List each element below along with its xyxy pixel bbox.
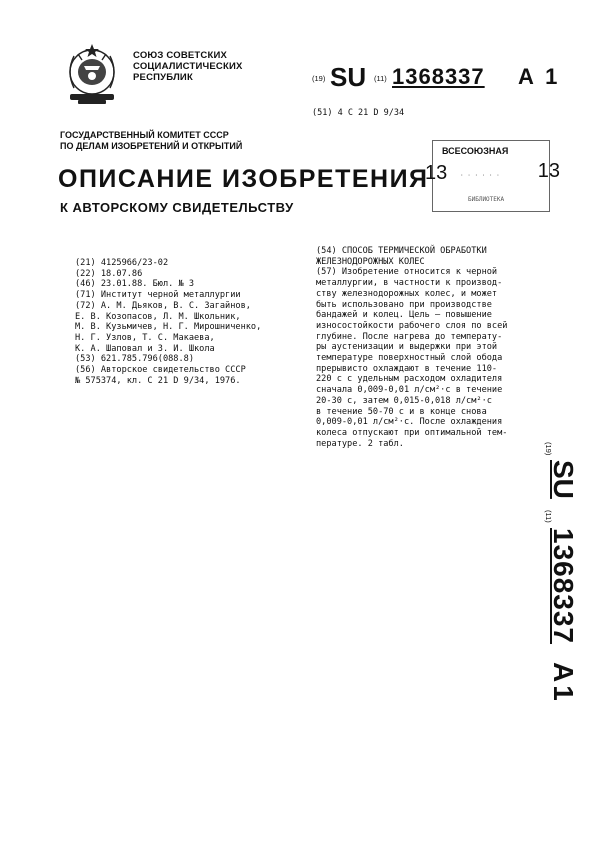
abstract-line: 0,009-0,01 л/см²·с. После охлаждения xyxy=(316,417,503,428)
abstract-title-line: (54) СПОСОБ ТЕРМИЧЕСКОЙ ОБРАБОТКИ xyxy=(316,246,487,256)
abstract-line: бандажей и колец. Цель – повышение xyxy=(316,310,492,321)
side-patent-number xyxy=(527,442,587,702)
side-number: 1368337 xyxy=(548,528,579,645)
union-line-3: РЕСПУБЛИК xyxy=(133,72,193,83)
abstract-line: (57) Изобретение относится к черной xyxy=(316,267,498,278)
biblio-line: К. А. Шаповал и З. И. Школа xyxy=(75,343,215,354)
biblio-line: Е. В. Козопасов, Л. М. Школьник, xyxy=(75,311,241,322)
committee-line-1: ГОСУДАРСТВЕННЫЙ КОМИТЕТ СССР xyxy=(60,130,229,140)
kind-code: A 1 xyxy=(518,64,561,89)
biblio-line: (71) Институт черной металлургии xyxy=(75,290,241,301)
biblio-line: (72) А. М. Дьяков, В. С. Загайнов, xyxy=(75,300,251,311)
abstract-line: температуре поверхностный слой обода xyxy=(316,353,503,364)
abstract-line: 20-30 с, затем 0,015-0,018 л/см²·с xyxy=(316,395,492,406)
side-country-code: SU xyxy=(548,460,579,499)
abstract-line: износостойкости рабочего слоя по всей xyxy=(316,320,508,331)
ipc-classification: (51) 4 С 21 D 9/34 xyxy=(312,108,405,118)
bibliographic-data xyxy=(75,258,315,386)
document-title: ОПИСАНИЕ ИЗОБРЕТЕНИЯ xyxy=(58,165,429,193)
abstract xyxy=(316,246,551,449)
union-line-1: СОЮЗ СОВЕТСКИХ xyxy=(133,50,228,61)
side-code-11: (11) xyxy=(544,510,553,523)
abstract-line: в течение 50-70 с и в конце снова xyxy=(316,406,487,417)
abstract-line: ству железнодорожных колес, и может xyxy=(316,288,498,299)
ussr-coat-of-arms-icon xyxy=(60,42,124,106)
biblio-line: М. В. Кузьмичев, Н. Г. Мирошниченко, xyxy=(75,322,262,333)
country-code: SU xyxy=(330,62,367,92)
patent-number-header xyxy=(312,60,562,94)
side-kind-code: A1 xyxy=(548,662,579,704)
abstract-line: 220 с с удельным расходом охладителя xyxy=(316,374,503,385)
committee-line-2: ПО ДЕЛАМ ИЗОБРЕТЕНИЙ И ОТКРЫТИЙ xyxy=(60,141,243,151)
biblio-line: № 575374, кл. С 21 D 9/34, 1976. xyxy=(75,375,241,386)
abstract-title-line: ЖЕЛЕЗНОДОРОЖНЫХ КОЛЕС xyxy=(316,256,425,267)
stamp-right-number: 13 xyxy=(537,160,560,182)
stamp-left-number: 13 xyxy=(425,162,448,184)
abstract-line: металлургии, в частности к производ- xyxy=(316,278,503,289)
abstract-line: быть использовано при производстве xyxy=(316,299,492,310)
document-subtitle: К АВТОРСКОМУ СВИДЕТЕЛЬСТВУ xyxy=(60,200,294,215)
code-19-label: (19) xyxy=(312,74,326,83)
side-code-19: (19) xyxy=(544,442,553,456)
abstract-line: колеса отпускают при оптимальной тем- xyxy=(316,427,508,438)
library-stamp xyxy=(425,140,560,212)
abstract-line: сначала 0,009-0,01 л/см²·с в течение xyxy=(316,385,503,396)
biblio-line: (53) 621.785.796(088.8) xyxy=(75,354,194,365)
code-11-label: (11) xyxy=(374,74,387,83)
biblio-line: (21) 4125966/23-02 xyxy=(75,258,169,268)
abstract-line: прерывисто охлаждают в течение 110- xyxy=(316,363,498,374)
biblio-line: (46) 23.01.88. Бюл. № 3 xyxy=(75,279,194,290)
stamp-top-text: ВСЕСОЮЗНАЯ xyxy=(442,146,509,156)
patent-number: 1368337 xyxy=(392,64,485,89)
abstract-line: пературе. 2 табл. xyxy=(316,438,404,449)
union-line-2: СОЦИАЛИСТИЧЕСКИХ xyxy=(133,61,243,72)
abstract-line: ры аустенизации и выдержки при этой xyxy=(316,342,498,353)
stamp-bottom-text: БИБЛИОТЕКА xyxy=(468,196,505,203)
biblio-line: (22) 18.07.86 xyxy=(75,268,143,279)
abstract-line: глубине. После нагрева до температу- xyxy=(316,331,503,342)
stamp-middle-mark: · · · · · · xyxy=(460,172,500,179)
biblio-line: (56) Авторское свидетельство СССР xyxy=(75,365,246,376)
biblio-line: Н. Г. Узлов, Т. С. Макаева, xyxy=(75,332,215,343)
